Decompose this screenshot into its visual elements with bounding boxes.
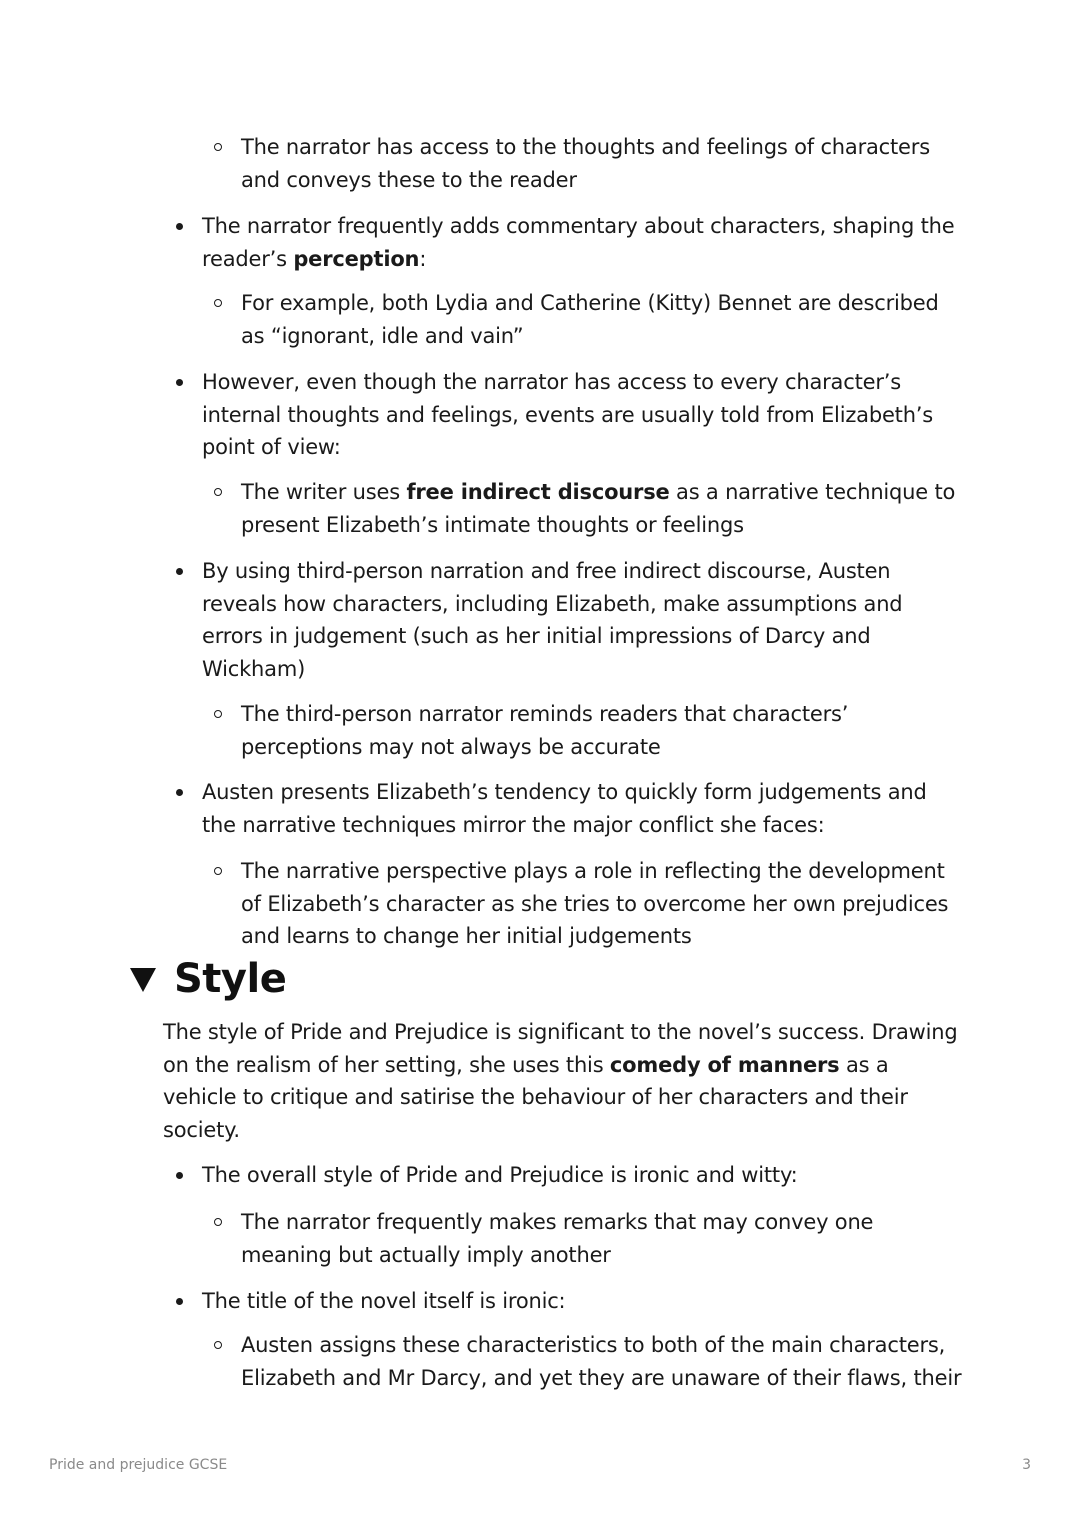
bullet-text: The narrator frequently makes remarks that may convey one meaning but actually imply another bbox=[241, 1210, 874, 1267]
paragraph-text: The style of Pride and Prejudice is significant to the novel’s success. Drawing on the realism of her setting, she uses this bbox=[163, 1020, 958, 1077]
bullet-title-ironic bbox=[202, 1285, 962, 1318]
sub-bullet-perceptions bbox=[241, 698, 966, 763]
sub-bullet-narrative-perspective bbox=[241, 855, 966, 953]
footer-page-number: 3 bbox=[1022, 1457, 1031, 1473]
bullet-text: The title of the novel itself is ironic: bbox=[202, 1289, 566, 1313]
bullet-text: Austen presents Elizabeth’s tendency to quickly form judgements and the narrative techniques mirror the major conflict she faces: bbox=[202, 780, 927, 837]
style-section-toggle[interactable] bbox=[130, 951, 286, 1007]
bullet-text: The third-person narrator reminds readers that characters’ perceptions may not always be accurate bbox=[241, 702, 849, 759]
triangle-down-icon[interactable] bbox=[130, 968, 156, 992]
section-heading-style: Style bbox=[174, 956, 287, 1002]
bold-term-comedy-of-manners: comedy of manners bbox=[609, 1052, 840, 1077]
bullet-third-person bbox=[202, 555, 962, 685]
bullet-text-end: : bbox=[419, 246, 427, 271]
bullet-text: The narrative perspective plays a role in reflecting the development of Elizabeth’s character as she tries to overcome her own prejudices and learns to change her initial judgements bbox=[241, 859, 949, 948]
sub-bullet-lydia-kitty bbox=[241, 287, 966, 352]
bullet-text: For example, both Lydia and Catherine (Kitty) Bennet are described as “ignorant, idle and vain” bbox=[241, 291, 939, 348]
bullet-text-end: as a narrative technique to present Elizabeth’s intimate thoughts or feelings bbox=[241, 480, 956, 537]
style-intro-paragraph bbox=[163, 1016, 963, 1146]
bullet-text: The overall style of Pride and Prejudice is ironic and witty: bbox=[202, 1163, 798, 1187]
bullet-text: However, even though the narrator has access to every character’s internal thoughts and feelings, events are usually told from Elizabeth’s point of view: bbox=[202, 370, 934, 459]
footer-document-title: Pride and prejudice GCSE bbox=[49, 1457, 228, 1473]
bullet-point-of-view bbox=[202, 366, 962, 464]
bullet-text: The narrator frequently adds commentary about characters, shaping the reader’s bbox=[202, 214, 955, 271]
sub-bullet-free-indirect bbox=[241, 476, 966, 541]
bold-term-free-indirect-discourse: free indirect discourse bbox=[406, 480, 670, 504]
bullet-text: The writer uses bbox=[241, 480, 407, 504]
sub-bullet-narrator-remarks bbox=[241, 1206, 966, 1271]
bold-term-perception: perception bbox=[293, 246, 420, 271]
bullet-ironic-witty bbox=[202, 1159, 962, 1192]
bullet-text: By using third-person narration and free indirect discourse, Austen reveals how characters, including Elizabeth, make assumptions and errors in judgement (such as her initial impressions of Darcy and Wickham) bbox=[202, 559, 903, 681]
sub-bullet-austen-characteristics bbox=[241, 1329, 966, 1394]
bullet-text: Austen assigns these characteristics to both of the main characters, Elizabeth and Mr Darcy, and yet they are unaware of their flaws, their bbox=[241, 1333, 962, 1390]
paragraph-text-end: as a vehicle to critique and satirise the behaviour of her characters and their society. bbox=[163, 1052, 908, 1142]
sub-bullet-narrator-access bbox=[241, 131, 966, 196]
bullet-narrator-commentary bbox=[202, 210, 962, 275]
bullet-text: The narrator has access to the thoughts and feelings of characters and conveys these to the reader bbox=[241, 135, 930, 192]
bullet-judgements bbox=[202, 776, 962, 841]
